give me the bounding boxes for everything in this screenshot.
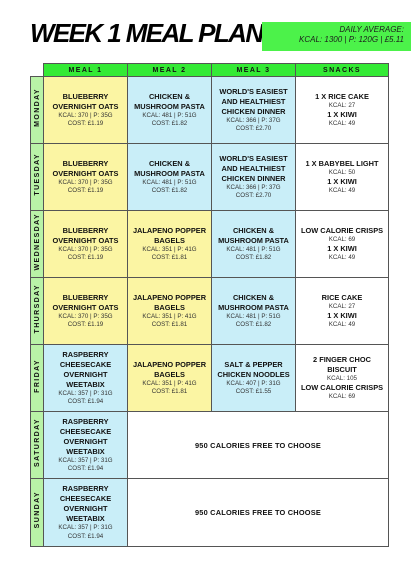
day-label: WEDNESDAY — [33, 212, 41, 271]
meal-name: WORLD'S EASIEST AND HEALTHIEST CHICKEN DINNER — [219, 86, 288, 116]
meal-cost: COST: £1.81 — [151, 388, 188, 395]
snack-kcal: KCAL: 105 — [327, 374, 357, 382]
meal-cost: COST: £1.19 — [67, 187, 104, 194]
meal-cost: COST: £1.82 — [235, 254, 272, 261]
meal-cell — [128, 77, 212, 144]
meal-cost: COST: £1.81 — [151, 254, 188, 261]
daily-average-values: KCAL: 1300 | P: 120G | £5.11 — [299, 35, 404, 44]
meal-name: CHICKEN & MUSHROOM PASTA — [134, 158, 205, 178]
meal-cell — [44, 77, 128, 144]
meal-macros: KCAL: 357 | P: 31G — [58, 524, 113, 531]
snack-name: 2 FINGER CHOC BISCUIT — [313, 354, 371, 374]
snack-kcal: KCAL: 69 — [328, 235, 356, 243]
snacks-cell — [296, 345, 389, 412]
snacks-cell — [296, 211, 389, 278]
page-title: WEEK 1 MEAL PLAN — [30, 18, 263, 48]
meal-cost: COST: £1.19 — [67, 254, 104, 261]
free-calories-text: 950 CALORIES FREE TO CHOOSE — [194, 508, 321, 517]
snack-name: LOW CALORIE CRISPS — [300, 225, 384, 235]
meal-macros: KCAL: 366 | P: 37G — [226, 116, 281, 124]
day-label-cell — [31, 412, 44, 479]
snack-name: 1 X KIWI — [327, 177, 357, 186]
meal-cost: COST: £2.70 — [235, 125, 272, 132]
snack-name: RICE CAKE — [321, 292, 363, 302]
day-label: SATURDAY — [33, 418, 41, 467]
meal-cell — [44, 211, 128, 278]
meal-macros: KCAL: 481 | P: 51G — [226, 312, 281, 320]
meal-macros: KCAL: 357 | P: 31G — [58, 456, 113, 464]
header-row — [31, 64, 389, 77]
meal-cost: COST: £1.94 — [67, 532, 104, 540]
meal-macros: KCAL: 357 | P: 31G — [58, 389, 113, 397]
meal-cell — [212, 345, 296, 412]
snack-kcal: KCAL: 27 — [328, 302, 356, 310]
free-calories-cell — [128, 479, 389, 547]
day-label: FRIDAY — [33, 358, 41, 393]
meal-name: BLUEBERRY OVERNIGHT OATS — [52, 225, 119, 245]
meal-name: RASPBERRY CHEESECAKE OVERNIGHT WEETABIX — [59, 484, 112, 523]
snack-name: 1 X KIWI — [327, 244, 357, 253]
meal-cost: COST: £1.94 — [67, 398, 104, 405]
meal-cell — [128, 144, 212, 211]
meal-name: SALT & PEPPER CHICKEN NOODLES — [217, 359, 290, 379]
header-corner — [31, 64, 44, 77]
day-label: SUNDAY — [33, 491, 41, 529]
meal-name: JALAPENO POPPER BAGELS — [132, 225, 207, 245]
day-label: MONDAY — [33, 88, 41, 127]
meal-name: BLUEBERRY OVERNIGHT OATS — [52, 158, 119, 178]
meal-cell — [44, 479, 128, 547]
snack-name: LOW CALORIE CRISPS — [300, 383, 384, 392]
meal-macros: KCAL: 351 | P: 41G — [142, 245, 197, 253]
meal-cell — [44, 412, 128, 479]
snack-name: 1 X BABYBEL LIGHT — [305, 158, 379, 168]
meal-name: BLUEBERRY OVERNIGHT OATS — [52, 292, 119, 312]
meal-cell — [128, 211, 212, 278]
day-label-cell — [31, 144, 44, 211]
day-label: TUESDAY — [33, 153, 41, 196]
snack-kcal: KCAL: 49 — [328, 254, 356, 261]
day-row — [31, 211, 389, 278]
meal-name: CHICKEN & MUSHROOM PASTA — [218, 292, 289, 312]
meal-cost: COST: £1.82 — [151, 120, 188, 127]
day-row — [31, 278, 389, 345]
column-header-meal-3: MEAL 3 — [212, 64, 296, 77]
meal-name: CHICKEN & MUSHROOM PASTA — [218, 225, 289, 245]
meal-name: JALAPENO POPPER BAGELS — [132, 292, 207, 312]
snack-name: 1 X RICE CAKE — [315, 91, 369, 101]
meal-cost: COST: £1.19 — [67, 321, 104, 328]
meal-macros: KCAL: 351 | P: 41G — [142, 379, 197, 387]
meal-name: WORLD'S EASIEST AND HEALTHIEST CHICKEN DINNER — [219, 153, 288, 183]
day-label-cell — [31, 278, 44, 345]
meal-cell — [212, 77, 296, 144]
snacks-cell — [296, 278, 389, 345]
day-label-cell — [31, 77, 44, 144]
day-row — [31, 412, 389, 479]
meal-name: RASPBERRY CHEESECAKE OVERNIGHT WEETABIX — [59, 349, 112, 389]
meal-cell — [44, 144, 128, 211]
meal-macros: KCAL: 370 | P: 35G — [58, 312, 113, 320]
snack-name: 1 X KIWI — [327, 311, 357, 320]
day-row — [31, 77, 389, 144]
day-label-cell — [31, 479, 44, 547]
meal-cost: COST: £1.19 — [67, 120, 104, 127]
day-label: THURSDAY — [33, 283, 41, 334]
snack-kcal: KCAL: 50 — [328, 168, 356, 176]
meal-macros: KCAL: 407 | P: 31G — [226, 379, 281, 387]
meal-name: CHICKEN & MUSHROOM PASTA — [134, 91, 205, 111]
day-label-cell — [31, 211, 44, 278]
meal-macros: KCAL: 366 | P: 37G — [226, 183, 281, 191]
day-row — [31, 345, 389, 412]
meal-macros: KCAL: 481 | P: 51G — [142, 111, 197, 119]
meal-cost: COST: £1.82 — [151, 187, 188, 194]
snack-kcal: KCAL: 49 — [328, 120, 356, 127]
snack-kcal: KCAL: 49 — [328, 187, 356, 194]
meal-cell — [212, 211, 296, 278]
meal-macros: KCAL: 370 | P: 35G — [58, 111, 113, 119]
daily-average-box — [262, 22, 411, 51]
day-row — [31, 144, 389, 211]
snacks-cell — [296, 77, 389, 144]
snack-kcal: KCAL: 27 — [328, 101, 356, 109]
snacks-cell — [296, 144, 389, 211]
day-row — [31, 479, 389, 547]
meal-cell — [212, 278, 296, 345]
snack-name: 1 X KIWI — [327, 110, 357, 119]
meal-macros: KCAL: 370 | P: 35G — [58, 245, 113, 253]
snack-kcal: KCAL: 69 — [328, 393, 356, 400]
column-header-meal-2: MEAL 2 — [128, 64, 212, 77]
meal-name: BLUEBERRY OVERNIGHT OATS — [52, 91, 119, 111]
meal-cost: COST: £2.70 — [235, 192, 272, 199]
meal-cost: COST: £1.94 — [67, 465, 104, 472]
snack-kcal: KCAL: 49 — [328, 321, 356, 328]
meal-cell — [128, 345, 212, 412]
free-calories-text: 950 CALORIES FREE TO CHOOSE — [194, 440, 321, 450]
column-header-snacks: SNACKS — [296, 64, 389, 77]
meal-cost: COST: £1.55 — [235, 388, 272, 395]
meal-cost: COST: £1.82 — [235, 321, 272, 328]
meal-plan-table — [30, 63, 389, 547]
meal-cell — [212, 144, 296, 211]
meal-cell — [128, 278, 212, 345]
meal-name: JALAPENO POPPER BAGELS — [132, 359, 207, 379]
column-header-meal-1: MEAL 1 — [44, 64, 128, 77]
meal-cost: COST: £1.81 — [151, 321, 188, 328]
meal-macros: KCAL: 481 | P: 51G — [226, 245, 281, 253]
meal-macros: KCAL: 481 | P: 51G — [142, 178, 197, 186]
day-label-cell — [31, 345, 44, 412]
free-calories-cell — [128, 412, 389, 479]
meal-cell — [44, 278, 128, 345]
meal-cell — [44, 345, 128, 412]
meal-macros: KCAL: 370 | P: 35G — [58, 178, 113, 186]
daily-average-label: DAILY AVERAGE: — [339, 25, 404, 34]
meal-name: RASPBERRY CHEESECAKE OVERNIGHT WEETABIX — [59, 416, 112, 456]
meal-macros: KCAL: 351 | P: 41G — [142, 312, 197, 320]
